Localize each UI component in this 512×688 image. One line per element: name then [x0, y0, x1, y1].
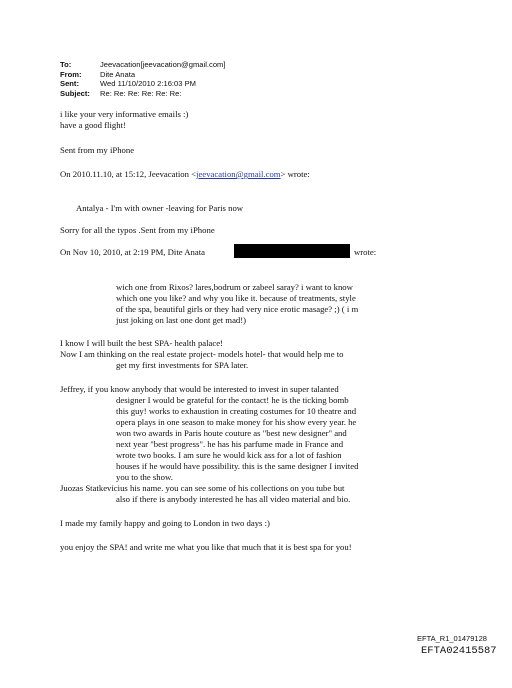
quote-header-1	[60, 169, 310, 180]
to-value: Jeevacation[jeevacation@gmail.com]	[100, 60, 226, 69]
email-link[interactable]: jeevacation@gmail.com	[196, 169, 281, 179]
para1-line-4: just joking on last one dont get mad!)	[116, 315, 247, 325]
para2-line-3: get my first investments for SPA later.	[116, 360, 249, 370]
subject-value: Re: Re: Re: Re: Re: Re:	[100, 88, 182, 98]
sent-row	[60, 79, 225, 89]
para1-line-1: wich one from Rixos? lares,bodrum or zabeel saray? i want to know	[116, 282, 353, 292]
para3-line-6: next year "best progress". he has his parfume made in France and	[116, 439, 344, 449]
body-line-1: i like your very informative emails :)	[60, 109, 189, 119]
closing-line: you enjoy the SPA! and write me what you like that much that it is best spa for you!	[60, 542, 352, 552]
para3-line-4: opera plays in one season to make money for his show every year. he	[116, 417, 357, 427]
email-header	[60, 60, 225, 98]
subject-row	[60, 89, 225, 99]
sorry-typos-line: Sorry for all the typos .Sent from my iPhone	[60, 225, 215, 235]
para3-line-8: houses if he would have possibility. this is the same designer I invited	[116, 461, 359, 471]
sent-value: Wed 11/10/2010 2:16:03 PM	[100, 79, 196, 89]
para3-line-1: Jeffrey, if you know anybody that would be interested to invest in super talanted	[60, 384, 339, 394]
para1-line-3: of the spa, beautiful girls or they had very nice erotic masage? ;) ( i m	[116, 304, 359, 314]
quote-header-2-prefix: On Nov 10, 2010, at 2:19 PM, Dite Anata	[60, 247, 206, 257]
sent-from-iphone: Sent from my iPhone	[60, 145, 135, 155]
quote-header-1-prefix: On 2010.11.10, at 15:12, Jeevacation <	[60, 169, 197, 179]
family-line: I made my family happy and going to London in two days :)	[60, 518, 270, 528]
para3-line-9: you to the show.	[116, 472, 173, 482]
para2-line-2: Now I am thinking on the real estate project- models hotel- that would help me to	[60, 349, 344, 359]
sent-label: Sent:	[60, 79, 79, 89]
body-line-2: have a good flight!	[60, 120, 126, 130]
subject-label: Subject:	[60, 88, 90, 98]
document-reference-bates: EFTA02415587	[421, 645, 497, 657]
para3-line-5: won two awards in Paris houte couture as "best new designer" and	[116, 428, 347, 438]
quote-header-1-suffix: > wrote:	[280, 169, 310, 179]
antalya-line: Antalya - I'm with owner -leaving for Paris now	[76, 203, 244, 213]
from-label: From:	[60, 69, 82, 79]
para2-line-1: I know I will built the best SPA- health palace!	[60, 338, 224, 348]
para3-line-2: designer I would be grateful for the contact! he is the ticking bomb	[116, 395, 349, 405]
para3-line-7: wrote two books. I am sure he would kick ass for a lot of fashion	[116, 450, 342, 460]
redaction-box	[234, 244, 350, 258]
document-reference-small: EFTA_R1_01479128	[417, 634, 487, 643]
para1-line-2: which one you like? and why you like it. because of treatments, style	[116, 293, 356, 303]
from-value: Dite Anata	[100, 69, 136, 79]
to-row	[60, 60, 225, 70]
para3-line-10: Juozas Statkevicius his name. you can see some of his collections on you tube but	[60, 483, 345, 493]
para3-line-3: this guy! works to exhaustion in creating costumes for 10 theatre and	[116, 406, 357, 416]
from-row	[60, 70, 225, 80]
quote-header-2-suffix: wrote:	[354, 247, 377, 257]
para3-line-11: also if there is anybody interested he has all video material and bio.	[116, 494, 351, 504]
to-label: To:	[60, 60, 72, 69]
